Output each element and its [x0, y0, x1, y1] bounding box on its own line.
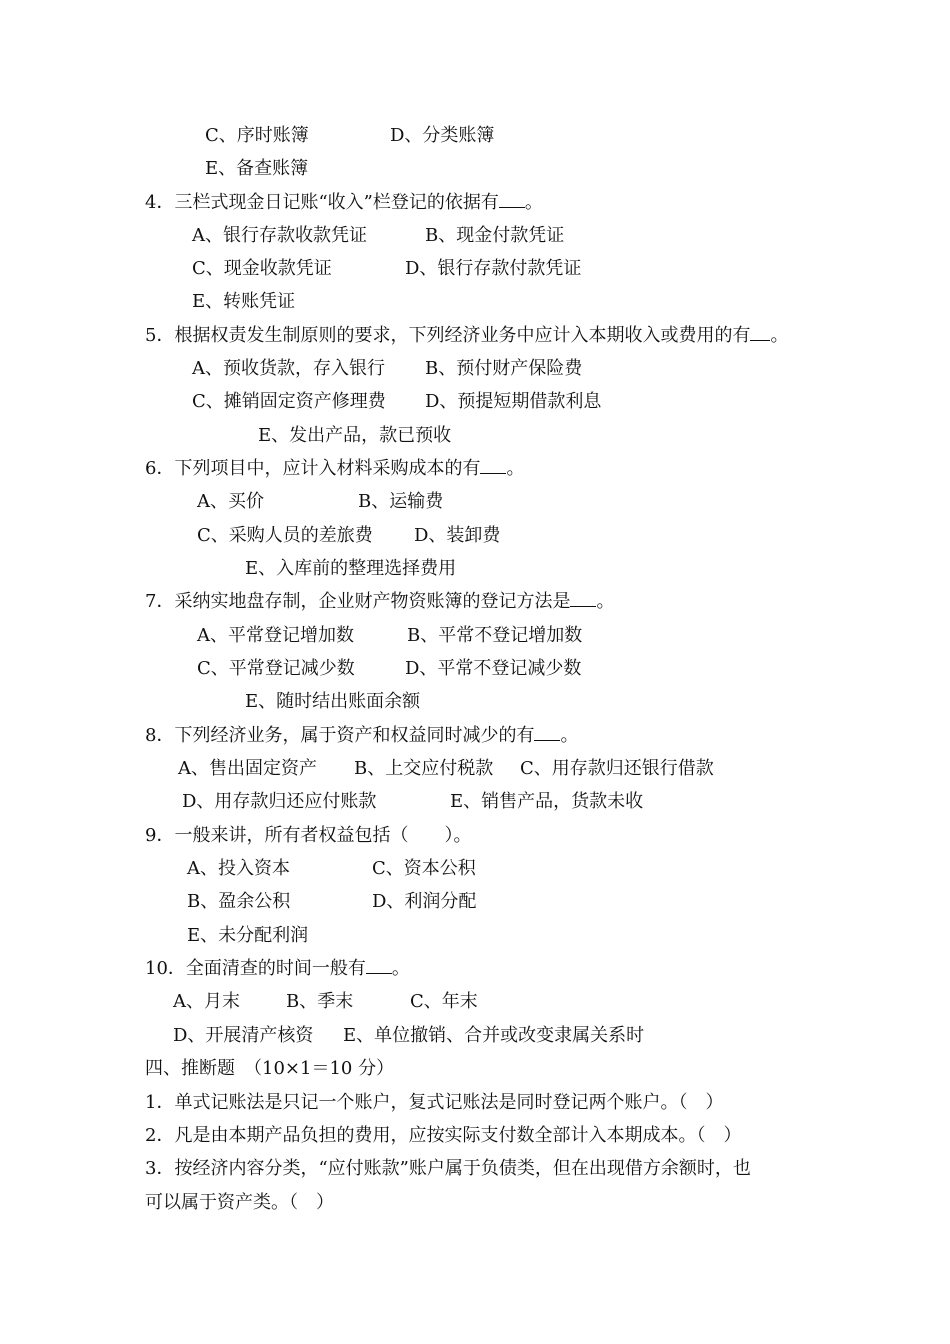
- q8-option-e: E、销售产品，货款未收: [450, 791, 644, 812]
- q6-stem-text: 6．下列项目中，应计入材料采购成本的有: [145, 458, 481, 479]
- q5-stem-end: 。: [770, 325, 789, 346]
- q7-option-b: B、平常不登记增加数: [407, 625, 583, 646]
- q6-option-c: C、采购人员的差旅费: [197, 525, 373, 546]
- q8-option-a: A、售出固定资产: [178, 758, 317, 779]
- answer-blank: [534, 726, 560, 741]
- judgment-item-3: 3．按经济内容分类，“应付账款”账户属于负债类，但在出现借方余额时，也: [145, 1158, 751, 1179]
- q4-option-b: B、现金付款凭证: [425, 225, 565, 246]
- section-4-title: 四、推断题 （10×1＝10 分）: [145, 1058, 395, 1079]
- q7-option-c: C、平常登记减少数: [197, 658, 355, 679]
- q5-stem: [145, 324, 788, 348]
- q5-stem-text: 5．根据权责发生制原则的要求，下列经济业务中应计入本期收入或费用的有: [145, 325, 751, 346]
- q8-option-c: C、用存款归还银行借款: [520, 758, 714, 779]
- q6-option-b: B、运输费: [358, 491, 444, 512]
- q7-option-a: A、平常登记增加数: [197, 625, 354, 646]
- q6-option-a: A、买价: [197, 491, 264, 512]
- q7-option-e: E、随时结出账面余额: [245, 691, 421, 712]
- q10-option-d: D、开展清产核资: [173, 1025, 314, 1046]
- q4-stem: [145, 191, 543, 215]
- judgment-item-2: 2．凡是由本期产品负担的费用，应按实际支付数全部计入本期成本。（ ）: [145, 1125, 742, 1146]
- q7-stem-end: 。: [596, 591, 615, 612]
- answer-blank: [570, 592, 596, 607]
- q5-option-a: A、预收货款，存入银行: [192, 358, 385, 379]
- judgment-item-3-cont: 可以属于资产类。（ ）: [145, 1192, 334, 1213]
- q3-option-c: C、序时账簿: [205, 125, 309, 146]
- q5-option-e: E、发出产品，款已预收: [258, 425, 452, 446]
- q9-option-b: B、盈余公积: [187, 891, 291, 912]
- q3-option-e: E、备查账簿: [205, 158, 309, 179]
- q5-option-b: B、预付财产保险费: [425, 358, 583, 379]
- q10-stem-end: 。: [391, 958, 410, 979]
- q6-option-d: D、装卸费: [414, 525, 501, 546]
- q8-option-b: B、上交应付税款: [354, 758, 494, 779]
- answer-blank: [366, 959, 392, 974]
- q8-stem-text: 8．下列经济业务，属于资产和权益同时减少的有: [145, 725, 535, 746]
- q6-stem: [145, 457, 524, 481]
- q7-option-d: D、平常不登记减少数: [405, 658, 582, 679]
- q9-option-c: C、资本公积: [372, 858, 476, 879]
- q10-option-e: E、单位撤销、合并或改变隶属关系时: [343, 1025, 645, 1046]
- q7-stem-text: 7．采纳实地盘存制，企业财产物资账簿的登记方法是: [145, 591, 571, 612]
- q4-stem-text: 4．三栏式现金日记账“收入”栏登记的依据有: [145, 192, 499, 213]
- q4-option-e: E、转账凭证: [192, 291, 296, 312]
- q10-option-b: B、季末: [286, 991, 354, 1012]
- judgment-item-1: 1．单式记账法是只记一个账户，复式记账法是同时登记两个账户。（ ）: [145, 1092, 724, 1113]
- q9-option-e: E、未分配利润: [187, 925, 309, 946]
- q6-stem-end: 。: [506, 458, 525, 479]
- q10-option-c: C、年末: [410, 991, 478, 1012]
- q9-stem: 9．一般来讲，所有者权益包括（ ）。: [145, 825, 472, 846]
- q10-option-a: A、月末: [173, 991, 240, 1012]
- q4-stem-end: 。: [524, 192, 543, 213]
- q7-stem: [145, 590, 614, 614]
- q5-option-d: D、预提短期借款利息: [425, 391, 602, 412]
- answer-blank: [480, 459, 506, 474]
- q8-option-d: D、用存款归还应付账款: [182, 791, 377, 812]
- q9-option-a: A、投入资本: [187, 858, 290, 879]
- q6-option-e: E、入库前的整理选择费用: [245, 558, 457, 579]
- q4-option-d: D、银行存款付款凭证: [405, 258, 582, 279]
- q8-stem: [145, 724, 578, 748]
- q4-option-c: C、现金收款凭证: [192, 258, 332, 279]
- answer-blank: [750, 326, 770, 341]
- q5-option-c: C、摊销固定资产修理费: [192, 391, 386, 412]
- q8-stem-end: 。: [560, 725, 579, 746]
- q9-option-d: D、利润分配: [372, 891, 477, 912]
- q4-option-a: A、银行存款收款凭证: [192, 225, 367, 246]
- q3-option-d: D、分类账簿: [390, 125, 495, 146]
- q10-stem-text: 10．全面清查的时间一般有: [145, 958, 366, 979]
- answer-blank: [499, 193, 525, 208]
- q10-stem: [145, 957, 410, 981]
